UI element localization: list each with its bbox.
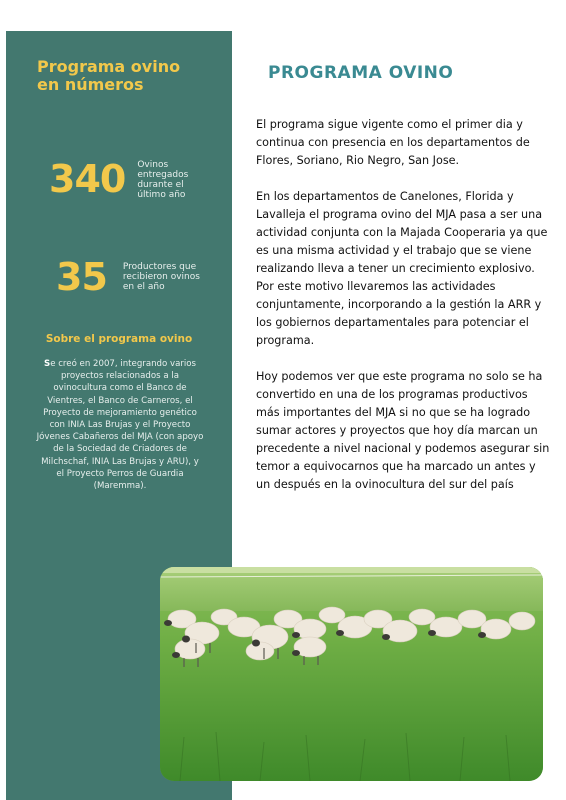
paragraph: Por este motivo llevaremos las actividades conjuntamente, incorporando a la gestión la ARR y los gobiernos departamentales para potenciar el programa. — [256, 280, 542, 347]
stat-number: 35 — [56, 255, 107, 299]
page-title: PROGRAMA OVINO — [268, 63, 454, 83]
stat-productores — [56, 255, 213, 299]
stat-label: Productores que recibieron ovinos en el año — [122, 262, 200, 292]
sidebar-title: Programa ovino en números — [37, 57, 181, 94]
stat-ovinos — [49, 157, 207, 201]
paragraph: En los departamentos de Canelones, Florida y Lavalleja el programa ovino del MJA pasa a ser una actividad conjunta con la Majada Cooperaria ya que es una misma actividad y el trabajo que se viene realizando lleva a tener un crecimiento explosivo. — [256, 190, 548, 275]
main-body — [256, 116, 552, 494]
stat-label: Ovinos entregados durante el último año — [137, 160, 189, 200]
about-text: e creó en 2007, integrando varios proyectos relacionados a la ovinocultura como el Banco de Vientres, el Banco de Carneros, el Proyecto de mejoramiento genético con INIA Las Brujas y el Proyecto Jóvenes Cabañeros del MJA (con apoyo de la Sociedad de Criadores de Milchschaf, INIA Las Brujas y ARU), y el Proyecto Perros de Guardia (Maremma). — [36, 359, 204, 492]
about-body — [36, 358, 204, 492]
stat-number: 340 — [49, 157, 126, 201]
sheep-flock-photo — [160, 567, 543, 781]
drop-letter: S — [43, 359, 51, 369]
paragraph: Hoy podemos ver que este programa no solo se ha convertido en una de los programas productivos más importantes del MJA si no que se ha logrado sumar actores y proyectos que hoy día marcan un precedente a nivel nacional y podemos asegurar sin temor a equivocarnos que ha marcado un antes y un después en la ovinocultura del sur del país — [256, 370, 550, 491]
about-title: Sobre el programa ovino — [45, 333, 193, 345]
paragraph: El programa sigue vigente como el primer dia y continua con presencia en los departamentos de Flores, Soriano, Rio Negro, San Jose. — [256, 118, 530, 167]
sheep-photo-illustration — [160, 567, 543, 781]
